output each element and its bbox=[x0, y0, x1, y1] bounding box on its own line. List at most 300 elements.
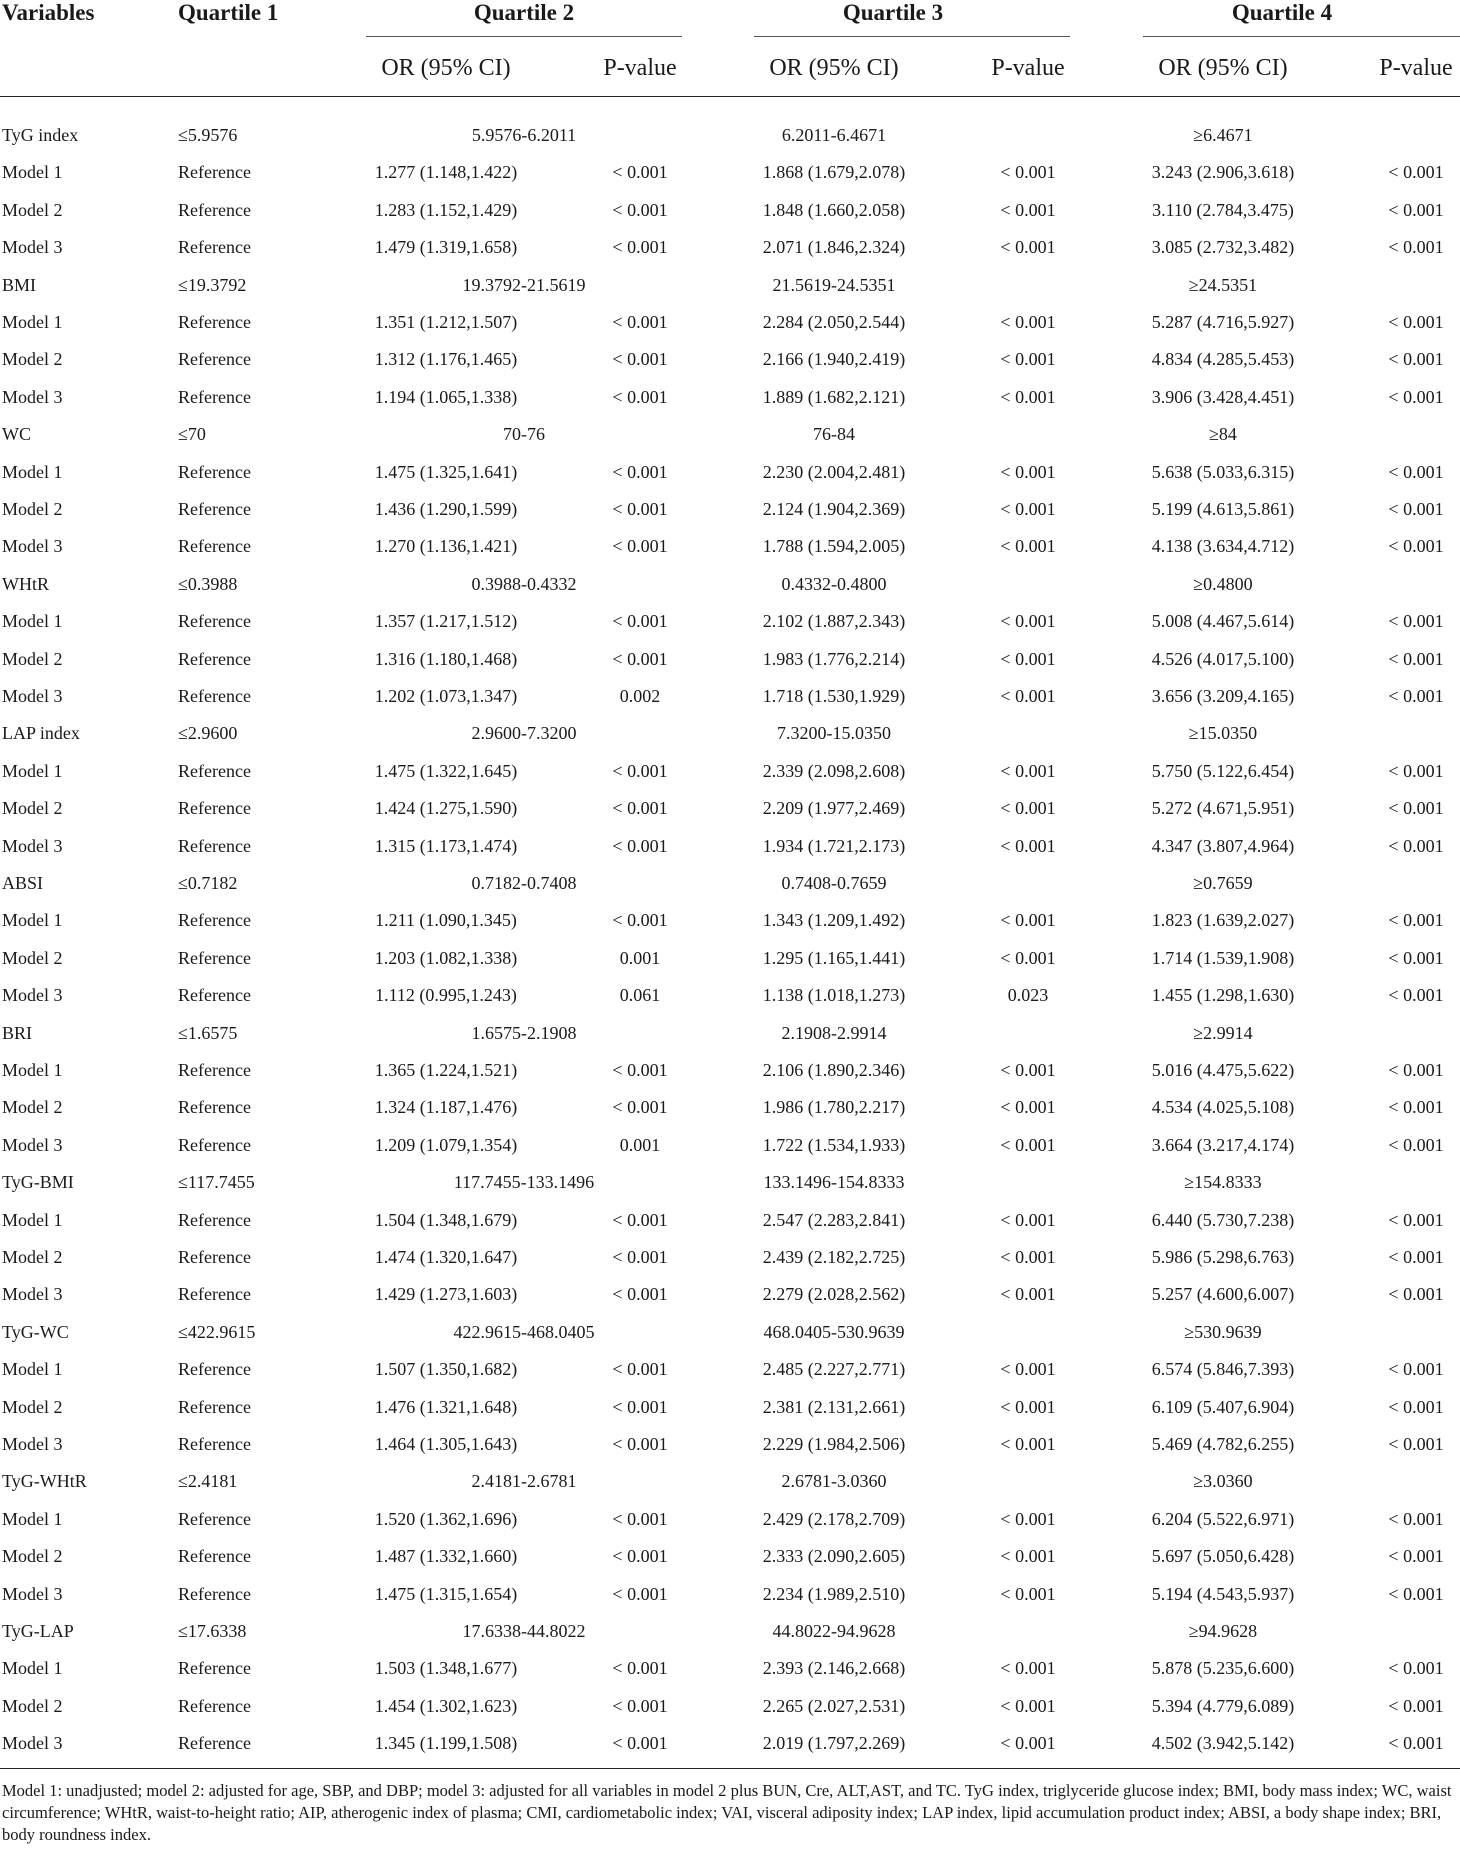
header-pvalue-q4: P-value bbox=[1379, 55, 1453, 81]
q4-or-ci: 3.085 (2.732,3.482) bbox=[1151, 237, 1295, 258]
quartile-1-cell: Reference bbox=[178, 1434, 251, 1454]
table-row-category bbox=[0, 872, 1460, 903]
table-row bbox=[0, 984, 1460, 1015]
q4-or-ci: 1.455 (1.298,1.630) bbox=[1151, 985, 1295, 1006]
q3-or-ci: 1.934 (1.721,2.173) bbox=[762, 835, 906, 856]
q4-or-ci: 5.638 (5.033,6.315) bbox=[1151, 461, 1295, 482]
q2-pvalue: < 0.001 bbox=[612, 461, 668, 482]
q4-or-ci: 3.243 (2.906,3.618) bbox=[1151, 162, 1295, 183]
q4-or-ci: 5.008 (4.467,5.614) bbox=[1151, 611, 1295, 632]
quartile-1-cell: Reference bbox=[178, 1733, 251, 1754]
q4-pvalue: < 0.001 bbox=[1388, 910, 1444, 931]
q2-or-ci: 1.211 (1.090,1.345) bbox=[375, 910, 517, 931]
q4-or-ci: 1.823 (1.639,2.027) bbox=[1151, 910, 1295, 931]
q4-or-ci: 6.204 (5.522,6.971) bbox=[1151, 1508, 1295, 1529]
quartile-4-range: ≥530.9639 bbox=[1184, 1321, 1262, 1342]
q2-or-ci: 1.424 (1.275,1.590) bbox=[374, 798, 518, 819]
q3-pvalue: < 0.001 bbox=[1000, 648, 1056, 669]
quartile-3-range: 44.8022-94.9628 bbox=[772, 1621, 896, 1641]
q3-pvalue: < 0.001 bbox=[1000, 237, 1056, 258]
table-row bbox=[0, 161, 1460, 192]
row-label: WC bbox=[2, 424, 31, 445]
quartile-1-cell: Reference bbox=[178, 386, 251, 407]
q3-or-ci: 2.284 (2.050,2.544) bbox=[762, 312, 906, 332]
quartile-4-range: ≥0.4800 bbox=[1193, 573, 1253, 594]
q4-pvalue: < 0.001 bbox=[1388, 461, 1444, 482]
q2-or-ci: 1.357 (1.217,1.512) bbox=[374, 611, 518, 632]
table-row bbox=[0, 835, 1460, 866]
q3-pvalue: < 0.001 bbox=[1000, 162, 1056, 183]
q3-pvalue: < 0.001 bbox=[1000, 1359, 1056, 1380]
q4-pvalue: < 0.001 bbox=[1388, 985, 1444, 1006]
table-row bbox=[0, 386, 1460, 417]
row-label: Model 2 bbox=[2, 1396, 63, 1417]
q3-pvalue: < 0.001 bbox=[1000, 686, 1056, 706]
row-label: Model 1 bbox=[2, 611, 63, 632]
table-row bbox=[0, 461, 1460, 492]
q2-pvalue: 0.001 bbox=[619, 1134, 661, 1155]
row-label: ABSI bbox=[2, 873, 44, 893]
q3-pvalue: < 0.001 bbox=[1000, 947, 1056, 968]
quartile-1-cell: Reference bbox=[178, 910, 251, 931]
q4-or-ci: 5.199 (4.613,5.861) bbox=[1151, 499, 1295, 519]
q4-pvalue: < 0.001 bbox=[1388, 1134, 1444, 1155]
q4-pvalue: < 0.001 bbox=[1388, 237, 1444, 258]
quartile-1-cell: Reference bbox=[178, 1209, 251, 1230]
q3-or-ci: 2.102 (1.887,2.343) bbox=[762, 611, 906, 632]
q3-pvalue: < 0.001 bbox=[1000, 1508, 1056, 1529]
q2-or-ci: 1.209 (1.079,1.354) bbox=[374, 1134, 518, 1155]
row-label: Model 3 bbox=[2, 237, 63, 258]
q3-pvalue: < 0.001 bbox=[1000, 1546, 1056, 1567]
quartile-1-cell: ≤17.6338 bbox=[178, 1621, 247, 1641]
q4-pvalue: < 0.001 bbox=[1388, 1209, 1444, 1230]
table-row bbox=[0, 199, 1460, 230]
quartile-4-underline bbox=[1143, 36, 1460, 37]
q4-pvalue: < 0.001 bbox=[1388, 162, 1444, 183]
row-label: Model 2 bbox=[2, 199, 63, 220]
quartile-1-cell: Reference bbox=[178, 611, 251, 632]
quartile-4-range: ≥24.5351 bbox=[1188, 274, 1258, 295]
row-label: TyG-WHtR bbox=[2, 1471, 87, 1492]
q3-or-ci: 1.295 (1.165,1.441) bbox=[762, 947, 906, 968]
quartile-2-range: 0.7182-0.7408 bbox=[471, 873, 577, 893]
q4-pvalue: < 0.001 bbox=[1388, 1434, 1444, 1454]
q2-or-ci: 1.487 (1.332,1.660) bbox=[374, 1546, 518, 1567]
q3-pvalue: 0.023 bbox=[1007, 985, 1049, 1006]
q2-pvalue: < 0.001 bbox=[612, 162, 668, 183]
q4-pvalue: < 0.001 bbox=[1388, 686, 1444, 706]
table-row-category bbox=[0, 1470, 1460, 1501]
header-quartile-2: Quartile 2 bbox=[473, 0, 575, 25]
table-row-category bbox=[0, 274, 1460, 305]
table-row bbox=[0, 685, 1460, 716]
q4-or-ci: 6.574 (5.846,7.393) bbox=[1151, 1359, 1295, 1380]
q4-or-ci: 5.016 (4.475,5.622) bbox=[1151, 1060, 1295, 1080]
table-row-category bbox=[0, 1171, 1460, 1202]
q4-or-ci: 4.534 (4.025,5.108) bbox=[1151, 1097, 1295, 1118]
table-row bbox=[0, 348, 1460, 379]
row-label: Model 2 bbox=[2, 349, 63, 370]
header-quartile-1: Quartile 1 bbox=[178, 0, 279, 25]
table-row bbox=[0, 1433, 1460, 1464]
q3-pvalue: < 0.001 bbox=[1000, 1134, 1056, 1155]
q3-or-ci: 2.071 (1.846,2.324) bbox=[762, 237, 906, 258]
q3-pvalue: < 0.001 bbox=[1000, 611, 1056, 632]
row-label: Model 1 bbox=[2, 1359, 63, 1380]
quartile-1-cell: Reference bbox=[178, 349, 251, 370]
quartile-3-range: 21.5619-24.5351 bbox=[772, 274, 896, 295]
quartile-1-cell: Reference bbox=[178, 1247, 251, 1267]
q3-or-ci: 2.019 (1.797,2.269) bbox=[762, 1733, 906, 1754]
q2-or-ci: 1.476 (1.321,1.648) bbox=[374, 1396, 518, 1417]
quartile-1-cell: Reference bbox=[178, 835, 251, 856]
table-row-category bbox=[0, 722, 1460, 753]
q4-or-ci: 4.526 (4.017,5.100) bbox=[1151, 648, 1295, 669]
q3-or-ci: 2.265 (2.027,2.531) bbox=[762, 1695, 906, 1716]
q4-or-ci: 4.834 (4.285,5.453) bbox=[1151, 349, 1295, 370]
quartile-1-cell: ≤5.9576 bbox=[178, 125, 238, 145]
quartile-1-cell: Reference bbox=[178, 760, 251, 781]
row-label: BMI bbox=[2, 274, 37, 295]
row-label: TyG-LAP bbox=[2, 1621, 74, 1641]
q2-pvalue: < 0.001 bbox=[612, 1508, 668, 1529]
quartile-1-cell: ≤2.9600 bbox=[178, 723, 238, 744]
table-row bbox=[0, 236, 1460, 267]
q4-or-ci: 3.906 (3.428,4.451) bbox=[1151, 386, 1295, 407]
table-row bbox=[0, 1583, 1460, 1614]
q2-or-ci: 1.203 (1.082,1.338) bbox=[374, 947, 518, 968]
row-label: Model 1 bbox=[2, 1658, 63, 1679]
table-row bbox=[0, 760, 1460, 791]
q4-pvalue: < 0.001 bbox=[1388, 1359, 1444, 1380]
q2-pvalue: 0.001 bbox=[619, 947, 661, 968]
row-label: Model 2 bbox=[2, 499, 63, 519]
row-label: Model 3 bbox=[2, 686, 63, 706]
quartile-2-range: 422.9615-468.0405 bbox=[453, 1321, 595, 1342]
q2-pvalue: < 0.001 bbox=[612, 798, 668, 819]
q2-or-ci: 1.436 (1.290,1.599) bbox=[374, 499, 518, 519]
quartile-3-range: 76-84 bbox=[813, 424, 855, 445]
row-label: Model 1 bbox=[2, 162, 63, 183]
q2-pvalue: < 0.001 bbox=[612, 835, 668, 856]
row-label: Model 2 bbox=[2, 1247, 63, 1267]
quartile-1-cell: Reference bbox=[178, 1359, 251, 1380]
q2-pvalue: < 0.001 bbox=[612, 536, 668, 557]
q2-or-ci: 1.520 (1.362,1.696) bbox=[374, 1508, 518, 1529]
table-row bbox=[0, 648, 1460, 679]
q4-or-ci: 5.469 (4.782,6.255) bbox=[1151, 1434, 1295, 1454]
q3-pvalue: < 0.001 bbox=[1000, 798, 1056, 819]
q3-or-ci: 1.983 (1.776,2.214) bbox=[762, 648, 906, 669]
row-label: Model 1 bbox=[2, 1508, 63, 1529]
q2-pvalue: < 0.001 bbox=[612, 1209, 668, 1230]
q4-or-ci: 3.110 (2.784,3.475) bbox=[1152, 199, 1294, 220]
quartile-1-cell: Reference bbox=[178, 1658, 251, 1679]
quartile-3-range: 468.0405-530.9639 bbox=[763, 1321, 905, 1342]
q2-or-ci: 1.345 (1.199,1.508) bbox=[374, 1733, 518, 1754]
table-row-category bbox=[0, 1321, 1460, 1352]
q2-pvalue: < 0.001 bbox=[612, 1396, 668, 1417]
q4-pvalue: < 0.001 bbox=[1388, 1733, 1444, 1754]
q4-or-ci: 5.394 (4.779,6.089) bbox=[1151, 1695, 1295, 1716]
row-label: TyG-BMI bbox=[2, 1172, 74, 1193]
q3-or-ci: 1.788 (1.594,2.005) bbox=[762, 536, 906, 557]
table-row bbox=[0, 1209, 1460, 1240]
q2-or-ci: 1.429 (1.273,1.603) bbox=[374, 1284, 518, 1305]
row-label: TyG index bbox=[2, 125, 79, 145]
q4-pvalue: < 0.001 bbox=[1388, 760, 1444, 781]
row-label: Model 1 bbox=[2, 312, 63, 332]
q2-or-ci: 1.474 (1.320,1.647) bbox=[374, 1247, 518, 1267]
q4-pvalue: < 0.001 bbox=[1388, 1060, 1444, 1080]
quartile-1-cell: Reference bbox=[178, 686, 251, 706]
q2-or-ci: 1.277 (1.148,1.422) bbox=[374, 162, 518, 183]
q4-or-ci: 4.138 (3.634,4.712) bbox=[1151, 536, 1295, 557]
quartile-1-cell: Reference bbox=[178, 162, 251, 183]
table-row bbox=[0, 797, 1460, 828]
q3-pvalue: < 0.001 bbox=[1000, 1396, 1056, 1417]
quartile-1-cell: ≤0.3988 bbox=[178, 573, 238, 594]
quartile-3-underline bbox=[754, 36, 1070, 37]
quartile-4-range: ≥15.0350 bbox=[1188, 723, 1258, 744]
q3-or-ci: 2.229 (1.984,2.506) bbox=[762, 1434, 906, 1454]
table-row bbox=[0, 909, 1460, 940]
q3-or-ci: 1.138 (1.018,1.273) bbox=[762, 985, 906, 1006]
table-footnote: Model 1: unadjusted; model 2: adjusted for age, SBP, and DBP; model 3: adjusted for all variables in model 2 plus BUN, Cre, ALT,AST, and TC. TyG index, triglyceride glucose index; BMI, body mass index; WC, waist circumference; WHtR, waist-to-height ratio; AIP, atherogenic index of plasma; CMI, cardiometabolic index; VAI, visceral adiposity index; LAP index, lipid accumulation product index; ABSI, a body shape index; BRI, body roundness index. bbox=[2, 1781, 1452, 1844]
q3-or-ci: 2.166 (1.940,2.419) bbox=[762, 349, 906, 370]
q2-pvalue: < 0.001 bbox=[612, 1658, 668, 1679]
q2-or-ci: 1.312 (1.176,1.465) bbox=[374, 349, 518, 370]
quartile-1-cell: Reference bbox=[178, 985, 251, 1006]
table-row-category bbox=[0, 1022, 1460, 1053]
q3-pvalue: < 0.001 bbox=[1000, 1583, 1056, 1604]
q4-or-ci: 1.714 (1.539,1.908) bbox=[1151, 947, 1295, 968]
q2-or-ci: 1.316 (1.180,1.468) bbox=[374, 648, 518, 669]
table-row bbox=[0, 1396, 1460, 1427]
row-label: Model 3 bbox=[2, 1134, 63, 1155]
q2-or-ci: 1.270 (1.136,1.421) bbox=[374, 536, 518, 557]
q3-or-ci: 2.234 (1.989,2.510) bbox=[762, 1583, 906, 1604]
q3-or-ci: 2.429 (2.178,2.709) bbox=[762, 1508, 906, 1529]
q4-or-ci: 5.272 (4.671,5.951) bbox=[1151, 798, 1295, 819]
q3-pvalue: < 0.001 bbox=[1000, 835, 1056, 856]
q3-pvalue: < 0.001 bbox=[1000, 1097, 1056, 1118]
row-label: Model 1 bbox=[2, 461, 63, 482]
q3-or-ci: 2.485 (2.227,2.771) bbox=[762, 1359, 906, 1380]
q2-pvalue: < 0.001 bbox=[612, 1247, 668, 1267]
q3-pvalue: < 0.001 bbox=[1000, 349, 1056, 370]
table-row bbox=[0, 1096, 1460, 1127]
quartile-4-range: ≥154.8333 bbox=[1184, 1172, 1262, 1193]
q4-pvalue: < 0.001 bbox=[1388, 536, 1444, 557]
q4-pvalue: < 0.001 bbox=[1388, 798, 1444, 819]
row-label: Model 2 bbox=[2, 798, 63, 819]
table-row bbox=[0, 535, 1460, 566]
q2-or-ci: 1.365 (1.224,1.521) bbox=[374, 1060, 518, 1080]
q2-pvalue: < 0.001 bbox=[612, 1060, 668, 1080]
q4-or-ci: 4.347 (3.807,4.964) bbox=[1151, 835, 1295, 856]
header-quartile-4: Quartile 4 bbox=[1231, 0, 1333, 25]
q2-or-ci: 1.475 (1.315,1.654) bbox=[374, 1583, 518, 1604]
q3-or-ci: 2.439 (2.182,2.725) bbox=[762, 1247, 906, 1267]
q2-pvalue: < 0.001 bbox=[612, 1695, 668, 1716]
q3-pvalue: < 0.001 bbox=[1000, 910, 1056, 931]
q2-pvalue: 0.061 bbox=[619, 985, 661, 1006]
q4-pvalue: < 0.001 bbox=[1388, 648, 1444, 669]
q2-pvalue: < 0.001 bbox=[612, 1583, 668, 1604]
q3-or-ci: 2.279 (2.028,2.562) bbox=[762, 1284, 906, 1305]
row-label: Model 2 bbox=[2, 1546, 63, 1567]
q4-pvalue: < 0.001 bbox=[1388, 947, 1444, 968]
quartile-1-cell: Reference bbox=[178, 947, 251, 968]
quartile-1-cell: Reference bbox=[178, 199, 251, 220]
header-pvalue-q2: P-value bbox=[603, 55, 677, 81]
quartile-2-range: 17.6338-44.8022 bbox=[462, 1621, 586, 1641]
quartile-1-cell: Reference bbox=[178, 1284, 251, 1305]
quartile-4-range: ≥3.0360 bbox=[1193, 1471, 1253, 1492]
table-row-category bbox=[0, 423, 1460, 454]
row-label: Model 3 bbox=[2, 835, 63, 856]
q4-pvalue: < 0.001 bbox=[1388, 1546, 1444, 1567]
q4-or-ci: 5.697 (5.050,6.428) bbox=[1151, 1546, 1295, 1567]
q4-pvalue: < 0.001 bbox=[1388, 1583, 1444, 1604]
quartile-3-range: 133.1496-154.8333 bbox=[763, 1172, 905, 1193]
q2-or-ci: 1.202 (1.073,1.347) bbox=[374, 686, 518, 706]
quartile-2-range: 1.6575-2.1908 bbox=[471, 1022, 577, 1043]
q3-or-ci: 2.339 (2.098,2.608) bbox=[762, 760, 906, 781]
q3-pvalue: < 0.001 bbox=[1000, 199, 1056, 220]
row-label: TyG-WC bbox=[2, 1321, 69, 1342]
row-label: Model 1 bbox=[2, 1209, 63, 1230]
q3-pvalue: < 0.001 bbox=[1000, 1695, 1056, 1716]
quartile-3-range: 0.7408-0.7659 bbox=[781, 873, 887, 893]
q3-pvalue: < 0.001 bbox=[1000, 760, 1056, 781]
q3-pvalue: < 0.001 bbox=[1000, 1247, 1056, 1267]
q4-pvalue: < 0.001 bbox=[1388, 1247, 1444, 1267]
q2-or-ci: 1.507 (1.350,1.682) bbox=[374, 1359, 518, 1380]
q4-or-ci: 3.656 (3.209,4.165) bbox=[1151, 686, 1295, 706]
q3-or-ci: 1.986 (1.780,2.217) bbox=[762, 1097, 906, 1118]
row-label: BRI bbox=[2, 1022, 33, 1043]
q4-pvalue: < 0.001 bbox=[1388, 1658, 1444, 1679]
row-label: LAP index bbox=[2, 723, 80, 744]
q4-pvalue: < 0.001 bbox=[1388, 1396, 1444, 1417]
q2-or-ci: 1.112 (0.995,1.243) bbox=[375, 985, 517, 1006]
q2-pvalue: < 0.001 bbox=[612, 760, 668, 781]
quartile-1-cell: Reference bbox=[178, 1060, 251, 1080]
row-label: Model 2 bbox=[2, 1097, 63, 1118]
table-row bbox=[0, 1134, 1460, 1165]
row-label: Model 2 bbox=[2, 947, 63, 968]
q3-pvalue: < 0.001 bbox=[1000, 461, 1056, 482]
quartile-1-cell: Reference bbox=[178, 1695, 251, 1716]
q4-pvalue: < 0.001 bbox=[1388, 499, 1444, 519]
table-row bbox=[0, 1657, 1460, 1688]
q2-or-ci: 1.283 (1.152,1.429) bbox=[374, 199, 518, 220]
q3-pvalue: < 0.001 bbox=[1000, 536, 1056, 557]
q2-pvalue: < 0.001 bbox=[612, 1097, 668, 1118]
q2-pvalue: < 0.001 bbox=[612, 499, 668, 519]
q4-or-ci: 5.257 (4.600,6.007) bbox=[1151, 1284, 1295, 1305]
q4-pvalue: < 0.001 bbox=[1388, 1097, 1444, 1118]
table-row bbox=[0, 610, 1460, 641]
quartile-2-range: 0.3988-0.4332 bbox=[471, 573, 577, 594]
quartile-2-underline bbox=[366, 36, 682, 37]
quartile-1-cell: ≤117.7455 bbox=[178, 1172, 255, 1193]
quartile-2-range: 2.9600-7.3200 bbox=[471, 723, 577, 744]
table-bottom-rule bbox=[0, 1768, 1460, 1769]
q3-or-ci: 2.209 (1.977,2.469) bbox=[762, 798, 906, 819]
quartile-1-cell: ≤19.3792 bbox=[178, 274, 247, 295]
q3-or-ci: 2.124 (1.904,2.369) bbox=[762, 499, 906, 519]
q3-or-ci: 1.718 (1.530,1.929) bbox=[762, 686, 906, 706]
q2-pvalue: < 0.001 bbox=[612, 237, 668, 258]
q2-pvalue: < 0.001 bbox=[612, 1733, 668, 1754]
q4-or-ci: 5.750 (5.122,6.454) bbox=[1151, 760, 1295, 781]
table-row-category bbox=[0, 124, 1460, 155]
q2-pvalue: < 0.001 bbox=[612, 349, 668, 370]
quartile-2-range: 5.9576-6.2011 bbox=[471, 125, 577, 145]
q2-or-ci: 1.324 (1.187,1.476) bbox=[374, 1097, 518, 1118]
quartile-4-range: ≥94.9628 bbox=[1188, 1621, 1258, 1641]
q2-pvalue: < 0.001 bbox=[612, 611, 668, 632]
table-row bbox=[0, 1246, 1460, 1277]
q4-pvalue: < 0.001 bbox=[1388, 386, 1444, 407]
q2-or-ci: 1.475 (1.322,1.645) bbox=[374, 760, 518, 781]
header-variables: Variables bbox=[2, 0, 95, 25]
q3-or-ci: 2.381 (2.131,2.661) bbox=[762, 1396, 906, 1417]
quartile-2-range: 70-76 bbox=[503, 424, 545, 445]
q2-or-ci: 1.475 (1.325,1.641) bbox=[374, 461, 518, 482]
q4-pvalue: < 0.001 bbox=[1388, 1284, 1444, 1305]
q2-or-ci: 1.315 (1.173,1.474) bbox=[374, 835, 518, 856]
q4-or-ci: 5.878 (5.235,6.600) bbox=[1151, 1658, 1295, 1679]
table-row bbox=[0, 1732, 1460, 1763]
q3-or-ci: 2.106 (1.890,2.346) bbox=[762, 1060, 906, 1080]
q4-or-ci: 6.109 (5.407,6.904) bbox=[1151, 1396, 1295, 1417]
quartile-4-range: ≥2.9914 bbox=[1193, 1022, 1253, 1043]
q3-or-ci: 1.343 (1.209,1.492) bbox=[762, 910, 906, 931]
row-label: Model 2 bbox=[2, 648, 63, 669]
q4-pvalue: < 0.001 bbox=[1388, 611, 1444, 632]
quartile-2-range: 117.7455-133.1496 bbox=[453, 1172, 595, 1193]
quartile-1-cell: Reference bbox=[178, 648, 251, 669]
quartile-1-cell: Reference bbox=[178, 1396, 251, 1417]
q4-pvalue: < 0.001 bbox=[1388, 1508, 1444, 1529]
q2-or-ci: 1.464 (1.305,1.643) bbox=[374, 1434, 518, 1454]
q3-or-ci: 2.393 (2.146,2.668) bbox=[762, 1658, 906, 1679]
quartile-1-cell: Reference bbox=[178, 499, 251, 519]
header-quartile-3: Quartile 3 bbox=[842, 0, 944, 25]
table-row bbox=[0, 498, 1460, 529]
header-pvalue-q3: P-value bbox=[991, 55, 1065, 81]
quartile-1-cell: Reference bbox=[178, 461, 251, 482]
quartile-2-range: 19.3792-21.5619 bbox=[462, 274, 586, 295]
q4-pvalue: < 0.001 bbox=[1388, 1695, 1444, 1716]
header-or-ci-q3: OR (95% CI) bbox=[769, 55, 899, 81]
table-row-category bbox=[0, 1620, 1460, 1651]
table-row bbox=[0, 1545, 1460, 1576]
quartile-1-cell: Reference bbox=[178, 237, 251, 258]
header-or-ci-q2: OR (95% CI) bbox=[381, 55, 511, 81]
quartile-3-range: 2.6781-3.0360 bbox=[781, 1471, 887, 1492]
table-row bbox=[0, 947, 1460, 978]
q3-or-ci: 2.230 (2.004,2.481) bbox=[762, 461, 906, 482]
q2-pvalue: < 0.001 bbox=[612, 199, 668, 220]
quartile-4-range: ≥6.4671 bbox=[1193, 125, 1253, 145]
q2-or-ci: 1.194 (1.065,1.338) bbox=[374, 386, 518, 407]
